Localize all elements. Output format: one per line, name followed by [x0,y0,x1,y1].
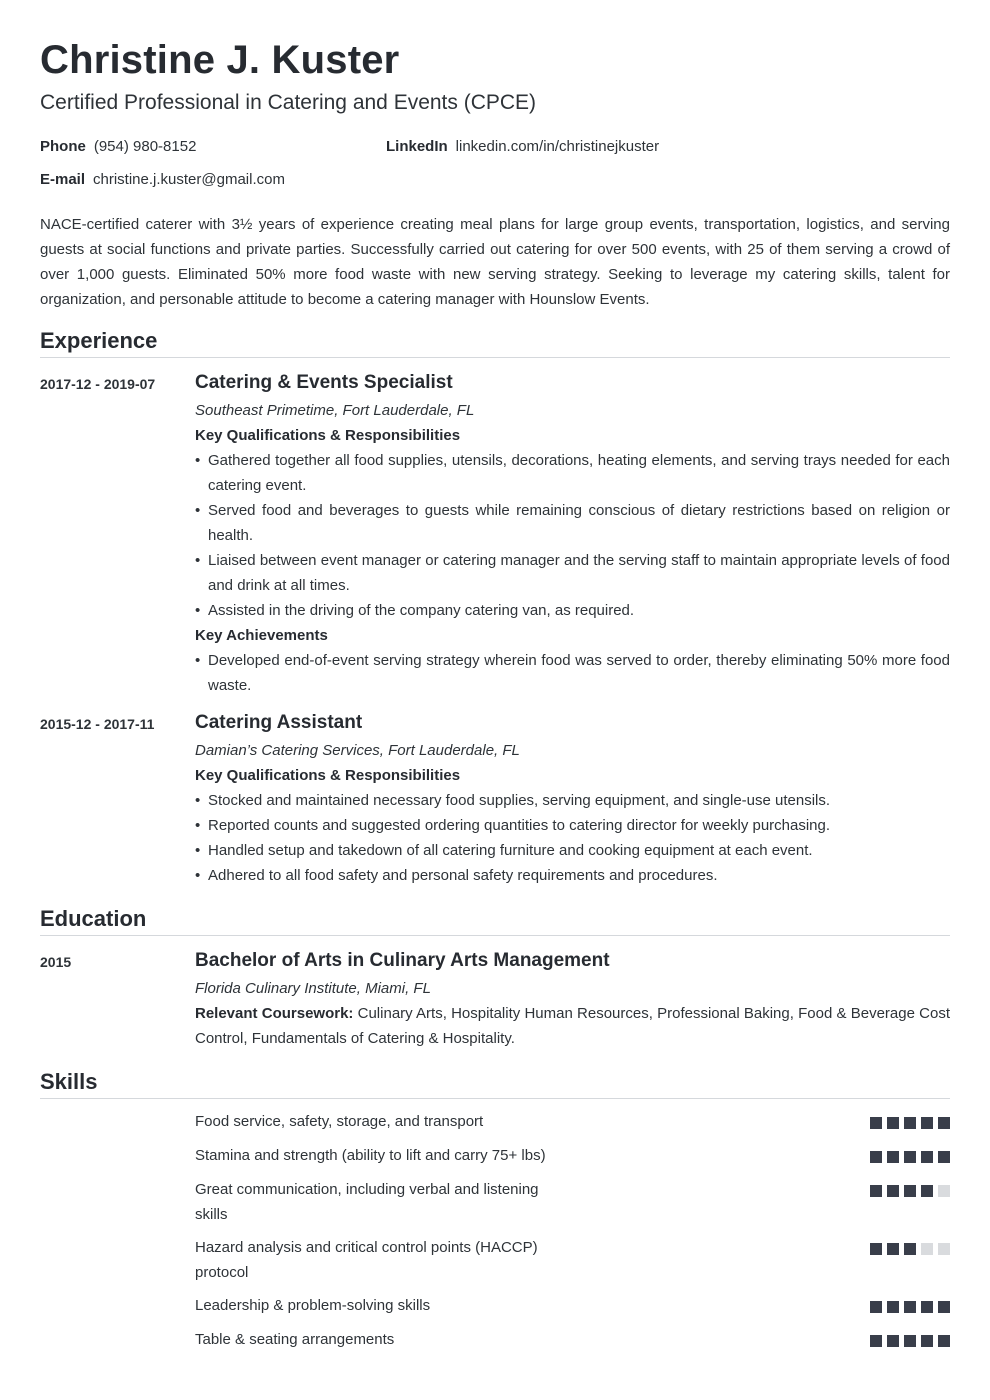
rating-square-filled [870,1151,882,1163]
rating-square-empty [921,1243,933,1255]
list-item: • Assisted in the driving of the company catering van, as required. [195,598,950,623]
list-item: • Adhered to all food safety and personal safety requirements and procedures. [195,863,950,888]
skills-divider [40,1098,950,1099]
contact-linkedin [386,138,659,155]
job-1-resp-heading: Key Qualifications & Responsibilities [195,427,461,444]
skill-name: Great communication, including verbal and listening skills [195,1181,539,1223]
rating-square-filled [938,1117,950,1129]
contact-email [40,171,285,188]
list-item: • Stocked and maintained necessary food supplies, serving equipment, and single-use utensils. [195,788,950,813]
skill-name: Table & seating arrangements [195,1331,395,1348]
coursework-list: Culinary Arts, Hospitality Human Resources, Professional Baking, Food & Beverage Cost Control, Fundamentals of Catering & Hospitality. [195,1005,950,1047]
skill-rating [865,1185,950,1197]
rating-square-filled [887,1335,899,1347]
contact-phone [40,138,196,155]
rating-square-filled [921,1301,933,1313]
job-1-responsibilities [195,448,950,623]
education-entry [195,948,950,1051]
rating-square-filled [870,1243,882,1255]
rating-square-filled [904,1335,916,1347]
candidate-name: Christine J. Kuster [40,38,400,82]
rating-square-filled [870,1185,882,1197]
rating-square-filled [921,1185,933,1197]
job-1-title: Catering & Events Specialist [195,372,453,393]
rating-square-filled [921,1151,933,1163]
rating-square-filled [904,1243,916,1255]
email-link[interactable]: christine.j.kuster@gmail.com [93,171,285,188]
rating-square-filled [921,1117,933,1129]
rating-square-filled [904,1151,916,1163]
education-year: 2015 [40,954,72,970]
experience-heading: Experience [40,328,158,353]
skills-heading: Skills [40,1069,98,1094]
coursework [195,1001,950,1051]
education-heading: Education [40,906,147,931]
rating-square-filled [887,1243,899,1255]
rating-square-filled [887,1185,899,1197]
job-1-dates: 2017-12 - 2019-07 [40,376,156,392]
rating-square-filled [904,1301,916,1313]
job-1-org: Southeast Primetime, Fort Lauderdale, FL [195,402,475,419]
rating-square-filled [938,1151,950,1163]
skill-name: Hazard analysis and critical control points (HACCP) protocol [195,1239,538,1281]
rating-square-filled [887,1301,899,1313]
skill-name: Stamina and strength (ability to lift and carry 75+ lbs) [195,1147,546,1164]
rating-square-filled [938,1335,950,1347]
job-1-ach-heading: Key Achievements [195,627,328,644]
job-2-dates: 2015-12 - 2017-11 [40,716,155,732]
rating-square-filled [870,1301,882,1313]
rating-square-filled [887,1151,899,1163]
experience-divider [40,357,950,358]
list-item: • Handled setup and takedown of all catering furniture and cooking equipment at each event. [195,838,950,863]
job-2-org: Damian’s Catering Services, Fort Lauderdale, FL [195,742,520,759]
degree-title: Bachelor of Arts in Culinary Arts Management [195,950,610,971]
rating-square-filled [887,1117,899,1129]
job-1-achievements [195,648,950,698]
rating-square-filled [938,1301,950,1313]
candidate-headline: Certified Professional in Catering and Events (CPCE) [40,91,537,114]
rating-square-empty [938,1185,950,1197]
skill-rating [865,1243,950,1255]
job-2-title: Catering Assistant [195,712,363,733]
skill-row [195,1327,950,1377]
linkedin-label: LinkedIn [386,138,448,155]
list-item: • Gathered together all food supplies, utensils, decorations, heating elements, and serving trays needed for each catering event. [195,448,950,498]
rating-square-empty [938,1243,950,1255]
list-item: • Developed end-of-event serving strategy wherein food was served to order, thereby eliminating 50% more food waste. [195,648,950,698]
skill-row [195,1177,950,1227]
coursework-label: Relevant Coursework: [195,1005,354,1022]
phone-value: (954) 980-8152 [93,138,197,155]
skill-rating [865,1301,950,1313]
skill-name: Leadership & problem-solving skills [195,1297,431,1314]
rating-square-filled [904,1185,916,1197]
email-label: E-mail [40,171,86,188]
education-divider [40,935,950,936]
phone-label: Phone [40,138,86,155]
rating-square-filled [921,1335,933,1347]
skill-rating [865,1335,950,1347]
job-2-responsibilities [195,788,950,888]
list-item: • Served food and beverages to guests while remaining conscious of dietary restrictions based on religion or health. [195,498,950,548]
linkedin-link[interactable]: linkedin.com/in/christinejkuster [455,138,660,155]
list-item: • Liaised between event manager or catering manager and the serving staff to maintain appropriate levels of food and drink at all times. [195,548,950,598]
job-1 [195,370,950,698]
job-2-resp-heading: Key Qualifications & Responsibilities [195,767,461,784]
job-2 [195,710,950,888]
skill-rating [865,1151,950,1163]
skill-row [195,1235,950,1285]
rating-square-filled [870,1335,882,1347]
rating-square-filled [904,1117,916,1129]
skill-rating [865,1117,950,1129]
school-name: Florida Culinary Institute, Miami, FL [195,980,431,997]
list-item: • Reported counts and suggested ordering quantities to catering director for weekly purchasing. [195,813,950,838]
professional-summary: NACE-certified caterer with 3½ years of experience creating meal plans for large group events, transportation, logistics, and serving guests at social functions and private parties. Successfully carried out catering for over 500 events, with 25 of them serving a crowd of over 1,000 guests. Eliminated 50% more food waste with new serving strategy. Seeking to leverage my catering skills, talent for organization, and personable attitude to become a catering manager with Hounslow Events. [40,216,950,308]
rating-square-filled [870,1117,882,1129]
skill-name: Food service, safety, storage, and transport [195,1113,484,1130]
